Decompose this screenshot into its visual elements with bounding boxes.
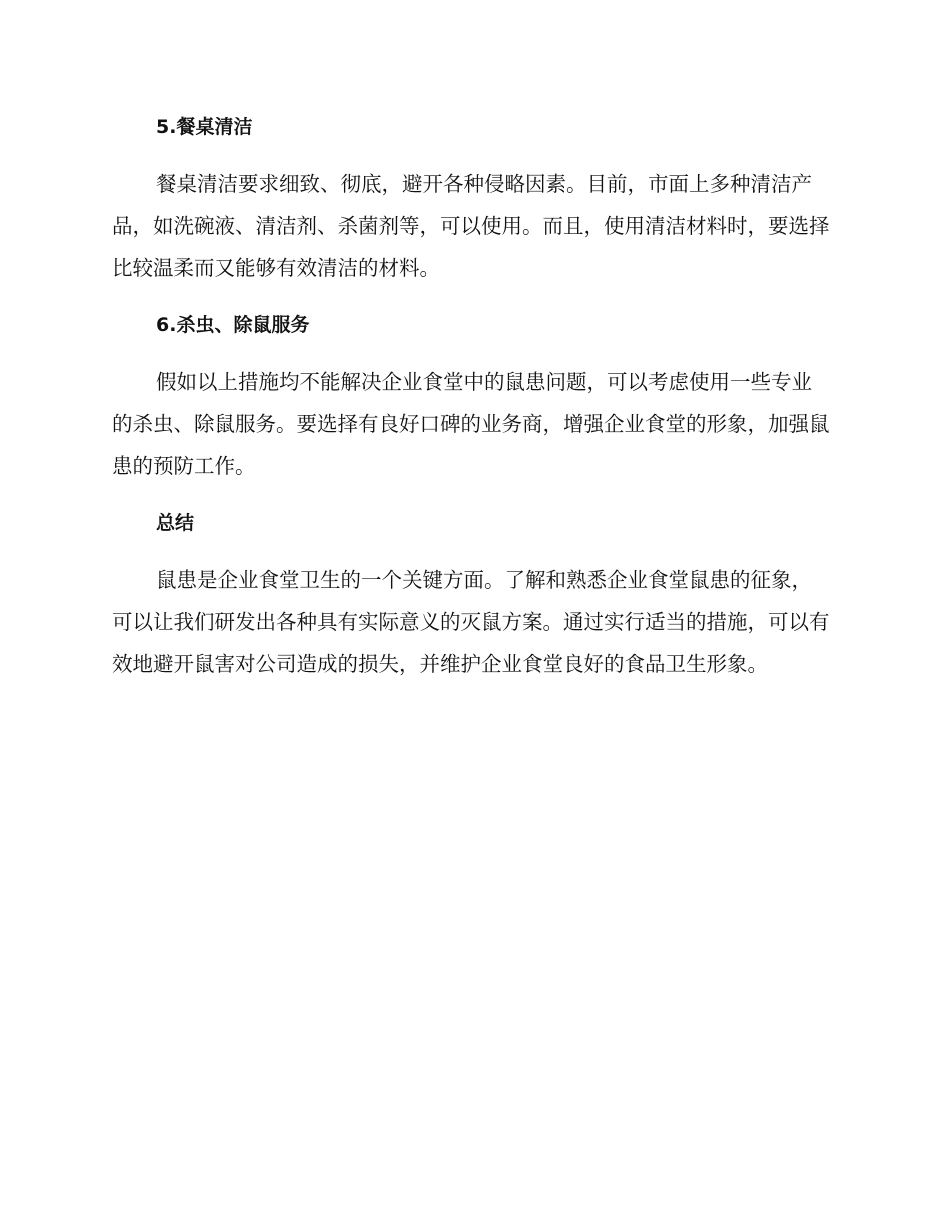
section-pest-control — [112, 309, 832, 487]
section-table-cleaning — [112, 111, 832, 289]
section-paragraph: 餐桌清洁要求细致、彻底，避开各种侵略因素。目前，市面上多种清洁产品，如洗碗液、清洁剂、杀菌剂等，可以使用。而且，使用清洁材料时，要选择比较温柔而又能够有效清洁的材料。 — [112, 172, 830, 280]
section-paragraph: 鼠患是企业食堂卫生的一个关键方面。了解和熟悉企业食堂鼠患的征象，可以让我们研发出各种具有实际意义的灭鼠方案。通过实行适当的措施，可以有效地避开鼠害对公司造成的损失，并维护企业食堂良好的食品卫生形象。 — [112, 568, 830, 676]
section-summary — [112, 507, 832, 685]
document-body — [112, 111, 832, 685]
section-heading: 总结 — [156, 512, 195, 534]
section-heading: 5.餐桌清洁 — [156, 116, 253, 138]
section-heading: 6.杀虫、除鼠服务 — [156, 314, 310, 336]
section-paragraph: 假如以上措施均不能解决企业食堂中的鼠患问题，可以考虑使用一些专业的杀虫、除鼠服务。要选择有良好口碑的业务商，增强企业食堂的形象，加强鼠患的预防工作。 — [112, 370, 830, 478]
